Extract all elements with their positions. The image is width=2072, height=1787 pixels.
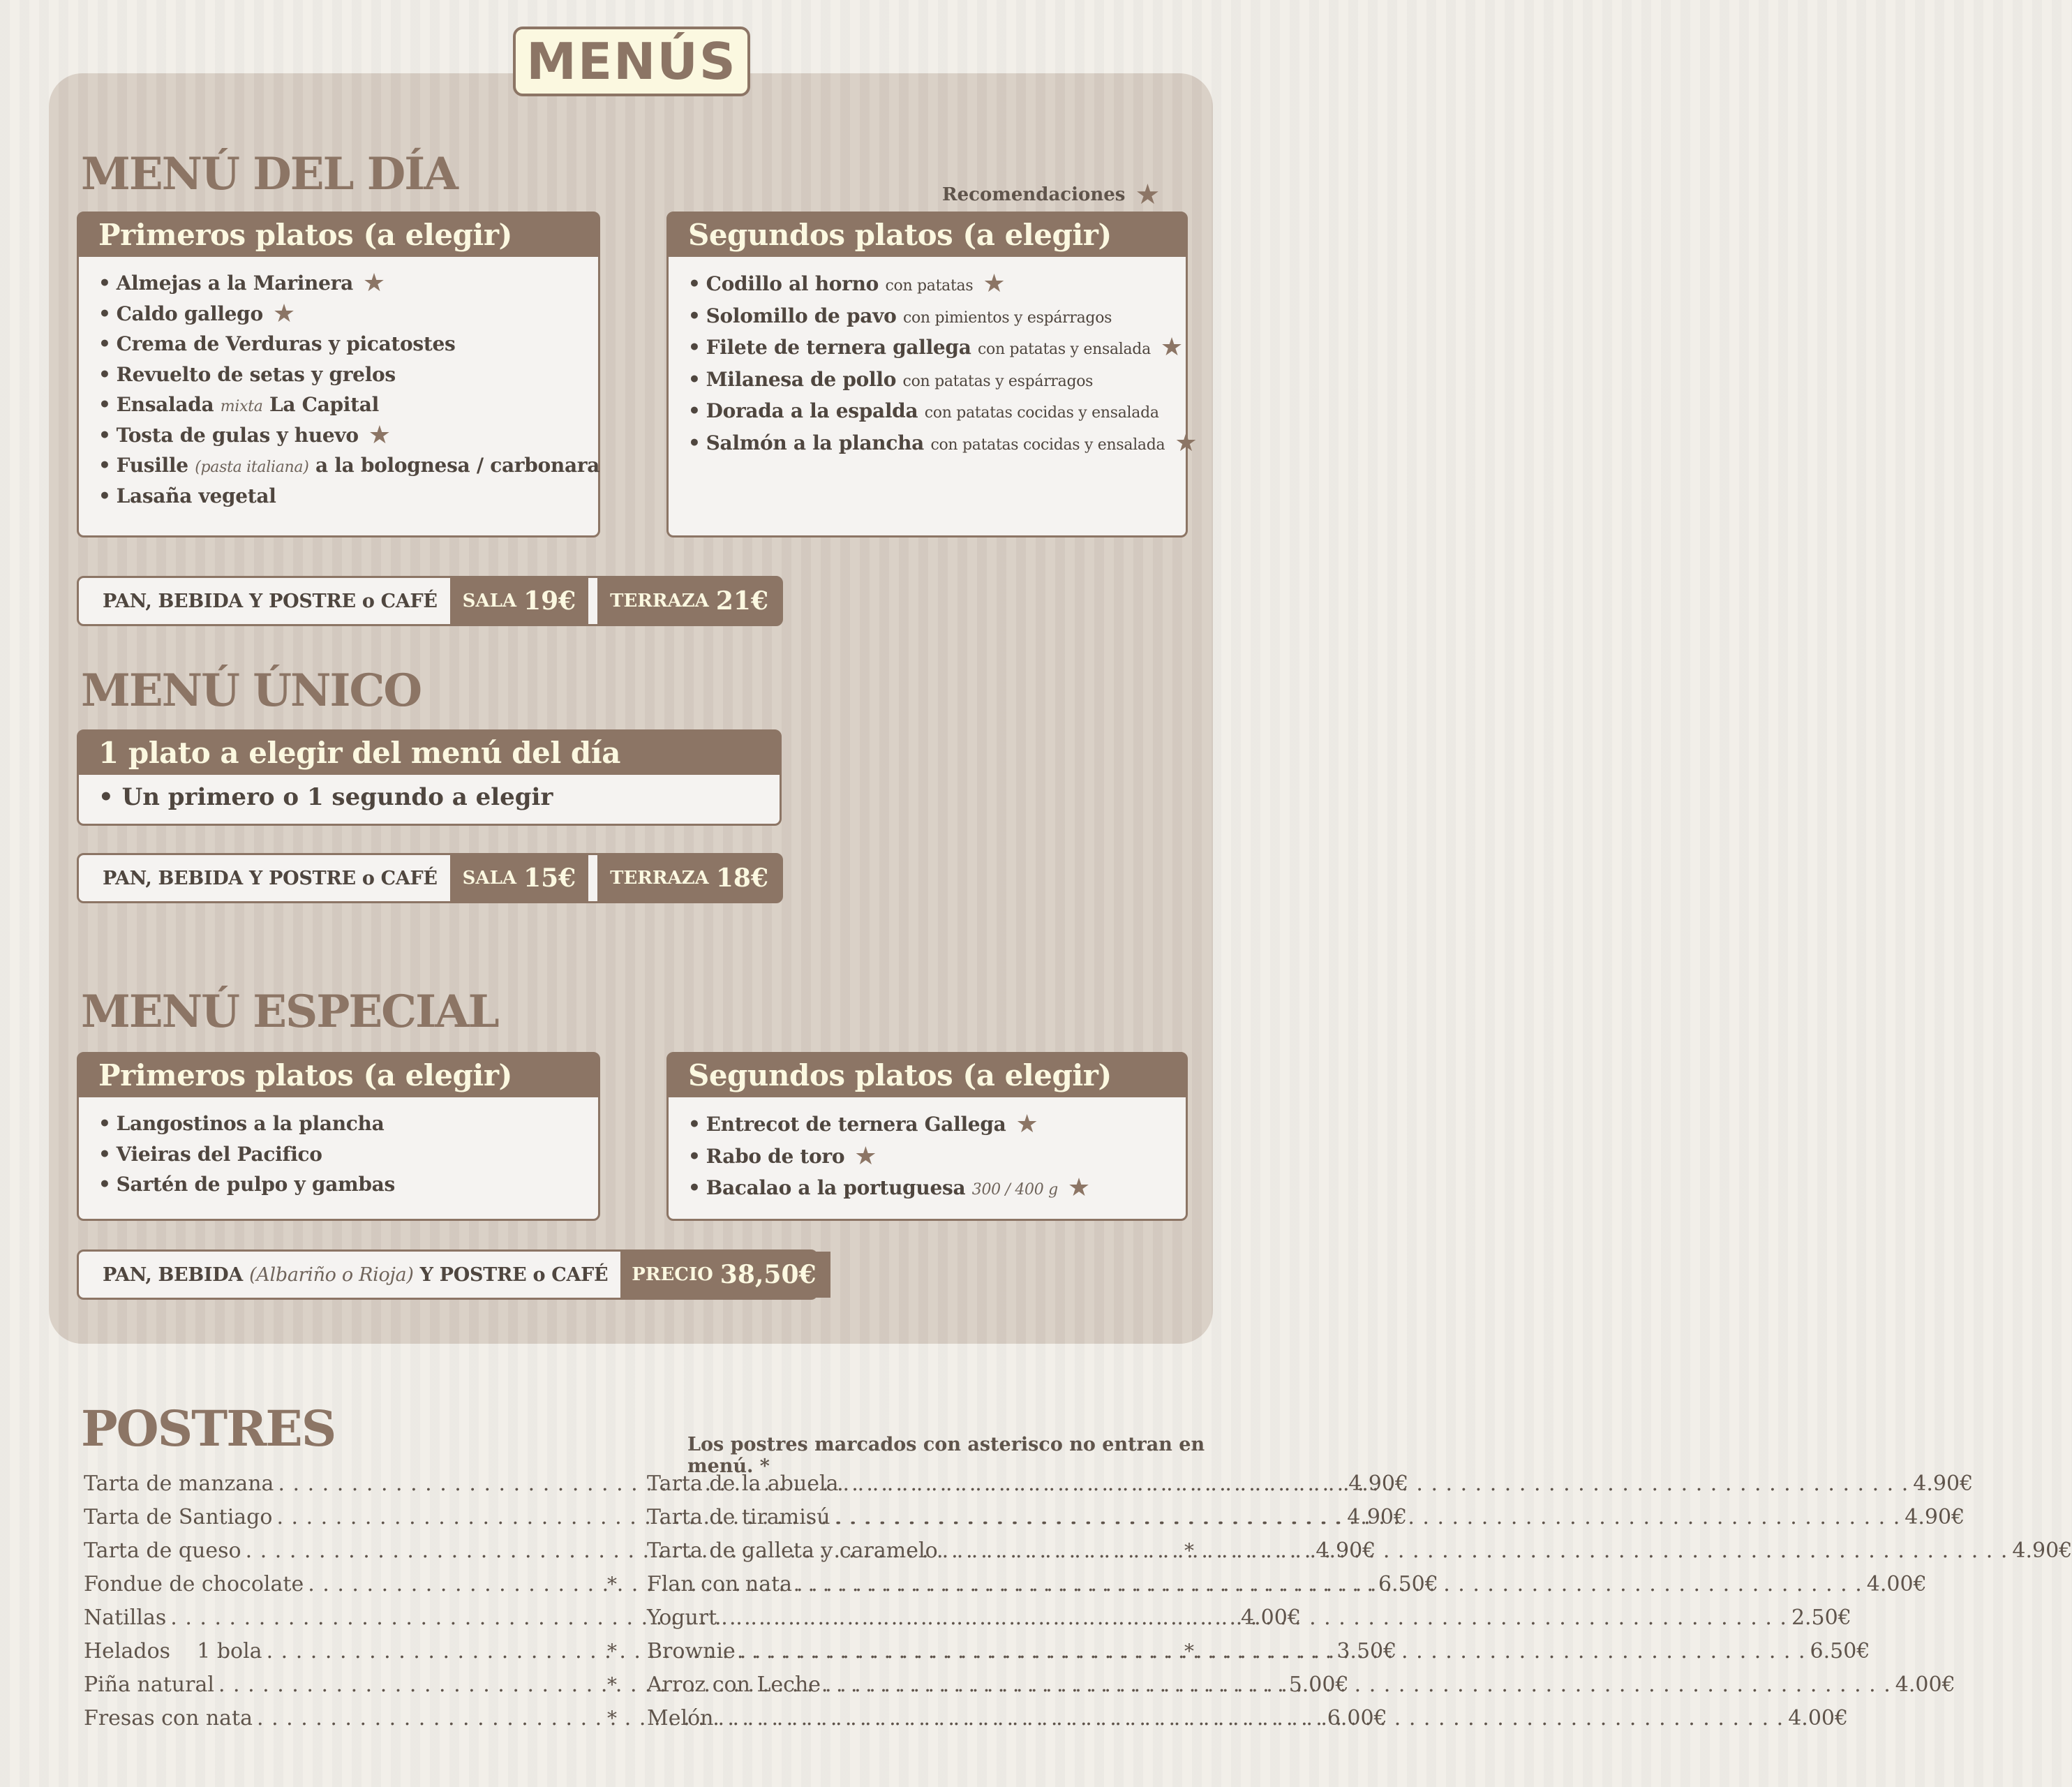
bullet: • [688,431,701,454]
star-icon: ★ [1067,1173,1090,1202]
leader-dots [843,1467,1909,1501]
dish-item [98,420,598,451]
bullet: • [98,1173,111,1196]
segundos-heading: Segundos platos (a elegir) [669,1054,1186,1097]
price-bar-label: PAN, BEBIDA Y POSTRE o CAFÉ [103,590,438,612]
sala-price: 15€ [523,863,576,893]
dish-name: Crema de Verduras y picatostes [116,332,456,355]
label-italic: (Albariño o Rioja) [249,1263,414,1286]
star-icon: ★ [1015,1110,1038,1139]
star-icon: ★ [368,420,391,450]
dish-note: con patatas cocidas y ensalada [924,404,1159,422]
menu-unico-price-bar [77,853,783,903]
menu-especial-primeros [77,1052,600,1221]
dish-name: Lasaña vegetal [116,484,276,507]
dessert-name: Natillas [84,1606,167,1630]
menu-unico-item-text: Un primero o 1 segundo a elegir [121,783,553,811]
leader-dots [721,1601,1787,1635]
dish-item [98,359,598,390]
dish-name: Codillo al horno [706,272,879,295]
bullet: • [98,302,111,325]
dessert-item [647,1501,1965,1534]
dish-name: Langostinos a la plancha [116,1112,385,1135]
menu-especial-price-bar [77,1250,818,1300]
dessert-price: 4.90€ [1347,1505,1408,1529]
dish-item [98,268,598,299]
recomendaciones-label: Recomendaciones [942,184,1126,205]
sala-price-chip [450,855,589,901]
dish-item [688,332,1186,364]
dessert-name: Tarta de la abuela [647,1471,839,1496]
asterisk-mark: * [607,1640,617,1663]
dessert-name: Tarta de tiramisú [647,1505,830,1529]
bullet: • [98,1142,111,1166]
sala-label: SALA [462,868,517,889]
bullet: • [688,1113,701,1136]
recomendaciones-legend [942,179,1160,211]
dessert-price: 5.00€ [1288,1673,1349,1697]
dessert-price: 6.50€ [1378,1572,1438,1596]
dish-item [688,364,1186,396]
terraza-price-chip [597,855,781,901]
postres-title: POSTRES [81,1400,336,1458]
dessert-name: Tarta de galleta y caramelo [647,1538,938,1563]
dish-name: Revuelto de setas y grelos [116,362,396,386]
dish-name: Salmón a la plancha [706,431,924,454]
dish-item [688,300,1186,332]
star-icon: ★ [272,299,295,328]
bullet: • [688,367,701,391]
chip-divider [588,855,597,901]
terraza-price-chip [597,578,781,624]
bullet: • [98,362,111,386]
terraza-price: 21€ [715,586,768,616]
asterisk-mark: * [607,1707,617,1730]
dessert-price: 4.00€ [1788,1706,1849,1730]
dish-item [98,481,598,512]
star-icon: ★ [854,1141,877,1171]
leader-dots [796,1568,1863,1601]
terraza-price: 18€ [715,863,768,893]
dessert-name: Flan con nata [647,1572,793,1596]
precio-label: PRECIO [632,1264,713,1285]
dessert-price: 4.00€ [1866,1572,1927,1596]
dessert-price: 4.90€ [1316,1538,1376,1563]
price-bar-label: PAN, BEBIDA Y POSTRE o CAFÉ [103,867,438,889]
bullet: • [688,272,701,295]
primeros-list [79,1097,598,1200]
star-icon: ★ [362,269,385,297]
dessert-name: Piña natural [84,1673,214,1697]
sala-price: 19€ [523,586,576,616]
asterisk-mark: * [1184,1640,1194,1663]
dessert-name: Helados 1 bola [84,1639,262,1663]
star-icon: ★ [1160,333,1183,362]
primeros-heading: Primeros platos (a elegir) [79,1054,598,1097]
bullet: • [688,336,701,359]
primeros-heading: Primeros platos (a elegir) [79,214,598,257]
chip-divider [588,578,597,624]
asterisk-mark: * [607,1573,617,1596]
price-bar-label [79,1252,620,1298]
leader-dots [717,1702,1784,1735]
menu-especial-segundos [666,1052,1188,1221]
dessert-name: Tarta de manzana [84,1471,274,1496]
page-title: MENÚS [513,27,750,96]
segundos-list [669,1097,1186,1204]
menu-del-dia-primeros [77,212,600,537]
menu-unico-item [79,775,780,811]
label-part-b: Y POSTRE o CAFÉ [419,1263,609,1286]
dessert-name: Arroz con Leche [647,1673,821,1697]
bullet: • [98,272,111,295]
dish-name: Solomillo de pavo [706,304,897,327]
leader-dots [825,1668,1891,1702]
dessert-name: Fresas con nata [84,1706,253,1730]
dish-name: Caldo gallego [116,302,263,325]
bullet: • [688,304,701,327]
dish-item [688,1172,1186,1204]
leader-dots [740,1635,1806,1668]
bullet: • [98,484,111,507]
dish-item [688,1108,1186,1141]
dish-name: Dorada a la espalda [706,399,918,422]
dish-name-tail: La Capital [269,393,379,416]
terraza-label: TERRAZA [610,868,709,889]
dish-note: con patatas y espárragos [902,372,1094,390]
dish-name-tail: a la bolognesa / carbonara [315,454,600,477]
dish-italic-note: (pasta italiana) [195,459,309,476]
dish-italic-note: 300 / 400 g [971,1181,1058,1199]
leader-dots [942,1534,2008,1568]
sala-label: SALA [462,591,517,611]
dish-item [688,268,1186,300]
bullet: • [688,1176,701,1199]
dish-name: Sartén de pulpo y gambas [116,1173,395,1196]
dessert-name: Melón [647,1706,714,1730]
dessert-name: Fondue de chocolate [84,1572,304,1596]
dessert-name: Brownie [647,1639,736,1663]
bullet: • [688,1144,701,1168]
dish-item [98,390,598,420]
bullet: • [98,393,111,416]
leader-dots [835,1501,1901,1534]
menu-unico-box [77,729,782,826]
dish-item [688,1141,1186,1173]
star-icon: ★ [1135,179,1161,211]
bullet: • [688,399,701,422]
dish-note: con patatas cocidas y ensalada [930,436,1165,454]
menu-del-dia-title: MENÚ DEL DÍA [81,148,457,200]
dessert-price: 4.90€ [1913,1471,1974,1496]
dish-item [688,427,1198,459]
dish-item [98,450,598,481]
dessert-price: 4.00€ [1895,1673,1955,1697]
dish-item [98,329,598,359]
dish-item [688,395,1186,427]
bullet: • [98,783,122,811]
dish-name: Entrecot de ternera Gallega [706,1113,1006,1136]
dish-note: con patatas [885,277,974,295]
dish-item [98,1169,598,1200]
menu-del-dia-segundos [666,212,1198,537]
dish-italic-note: mixta [220,398,263,415]
dish-item [98,299,598,329]
bullet: • [98,332,111,355]
precio-chip [620,1252,830,1298]
dish-item [98,1139,598,1170]
terraza-label: TERRAZA [610,591,709,611]
dessert-item [647,1534,2072,1568]
dessert-price: 4.90€ [2012,1538,2072,1563]
dish-note: con pimientos y espárragos [902,309,1112,327]
asterisk-mark: * [607,1673,617,1696]
dish-name: Milanesa de pollo [706,367,897,391]
bullet: • [98,454,111,477]
dessert-price: 6.50€ [1810,1639,1870,1663]
dessert-name: Yogurt [647,1606,717,1630]
label-part-a: PAN, BEBIDA [103,1263,243,1286]
segundos-list [669,257,1198,459]
dessert-name: Tarta de Santiago [84,1505,273,1529]
menu-especial-title: MENÚ ESPECIAL [81,986,498,1038]
dish-name: Ensalada [116,393,214,416]
dish-name: Fusille [116,454,188,477]
dish-name: Almejas a la Marinera [116,272,353,295]
postres-note: Los postres marcados con asterisco no entran en menú. * [687,1434,1205,1477]
menu-unico-heading: 1 plato a elegir del menú del día [79,732,780,775]
dessert-price: 4.90€ [1905,1505,1965,1529]
bullet: • [98,423,111,447]
star-icon: ★ [1175,428,1198,457]
menu-unico-title: MENÚ ÚNICO [81,665,422,717]
dessert-price: 4.90€ [1348,1471,1409,1496]
asterisk-mark: * [1184,1539,1194,1562]
dish-name: Filete de ternera gallega [706,336,971,359]
dish-name: Rabo de toro [706,1144,845,1168]
dish-item [98,1108,598,1139]
dessert-price: 3.50€ [1336,1639,1397,1663]
dish-name: Tosta de gulas y huevo [116,423,359,447]
dessert-item [647,1467,1974,1501]
dish-name: Vieiras del Pacifico [116,1142,322,1166]
precio-value: 38,50€ [720,1260,817,1289]
star-icon: ★ [983,269,1006,298]
dessert-price: 2.50€ [1791,1606,1851,1630]
dessert-price: 4.00€ [1241,1606,1301,1630]
primeros-list [79,257,598,511]
dessert-price: 6.00€ [1327,1706,1387,1730]
sala-price-chip [450,578,589,624]
bullet: • [98,1112,111,1135]
dessert-name: Tarta de queso [84,1538,241,1563]
segundos-heading: Segundos platos (a elegir) [669,214,1186,257]
dish-name: Bacalao a la portuguesa [706,1176,966,1199]
menu-del-dia-price-bar [77,576,783,626]
dish-note: con patatas y ensalada [978,341,1151,358]
